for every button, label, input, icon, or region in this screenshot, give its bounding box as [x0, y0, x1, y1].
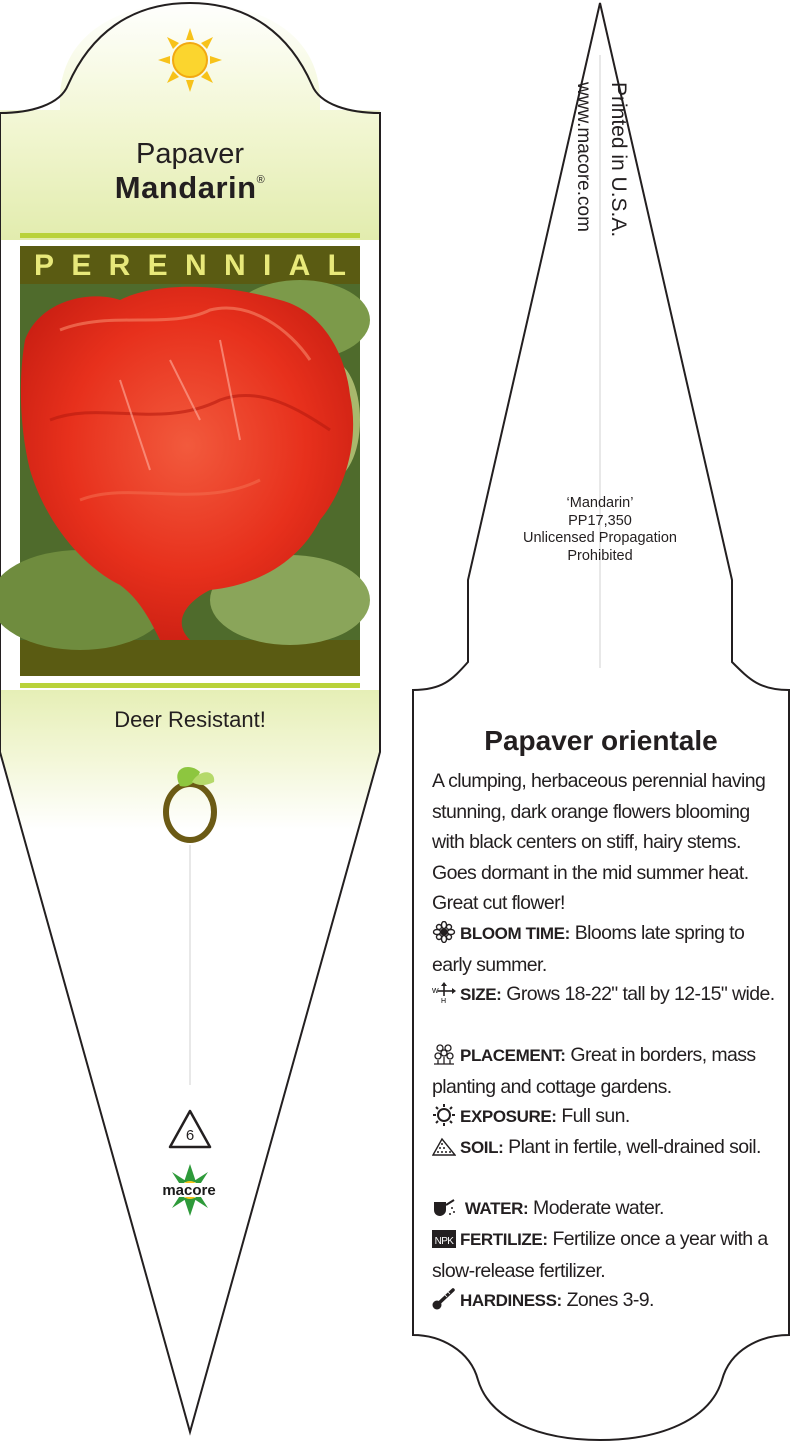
patent-line: Prohibited	[567, 547, 633, 564]
fertilize-icon	[432, 1227, 456, 1249]
patent-line: ‘Mandarin’	[566, 495, 634, 511]
trademark-mark: ®	[256, 174, 266, 186]
size-icon	[432, 982, 456, 1004]
care-size	[432, 979, 777, 1011]
care-placement	[432, 1040, 777, 1102]
care-label: BLOOM TIME:	[460, 924, 570, 943]
poppy-photo	[0, 280, 370, 650]
care-text: Great in borders, mass planting and cottage gardens.	[432, 1044, 756, 1098]
top-lime-line	[20, 233, 360, 238]
placement-icon	[432, 1043, 456, 1065]
perennial-letter: L	[327, 249, 346, 282]
care-label: PLACEMENT:	[460, 1046, 566, 1065]
care-text: Full sun.	[561, 1105, 630, 1127]
care-water	[432, 1193, 777, 1225]
care-text: Blooms late spring to early summer.	[432, 922, 745, 976]
scientific-name: Papaver orientale	[484, 725, 718, 756]
care-fertilize	[432, 1224, 777, 1286]
bloom-time-icon	[432, 921, 456, 943]
care-text: Grows 18-22" tall by 12-15" wide.	[506, 983, 775, 1005]
printed-in-text: Printed in U.S.A.	[607, 82, 630, 238]
sun-icon	[158, 28, 222, 92]
care-label: EXPOSURE:	[460, 1107, 557, 1126]
care-text: Fertilize once a year with a slow-release fertilizer.	[432, 1228, 768, 1282]
care-label: SIZE:	[460, 985, 502, 1004]
perennial-letter: N	[223, 249, 246, 282]
perennial-letter: E	[147, 249, 168, 282]
care-label: SOIL:	[460, 1138, 504, 1157]
plant-description: A clumping, herbaceous perennial having stunning, dark orange flowers blooming with black centers on stiff, hairy stems. Goes dormant in the mid summer heat. Great cut flower!	[432, 770, 766, 914]
cultivar-title	[20, 170, 360, 206]
size-icon-w: W	[432, 988, 439, 995]
care-text: Moderate water.	[533, 1197, 664, 1219]
recycle-number: 6	[185, 1127, 195, 1144]
care-label: FERTILIZE:	[460, 1230, 548, 1249]
cultivar-name: Mandarin	[114, 170, 257, 205]
perennial-letter: N	[184, 249, 207, 282]
perennial-letter: P	[34, 249, 55, 282]
hardiness-icon	[432, 1288, 456, 1310]
perennial-label	[20, 248, 360, 284]
perennial-letter: R	[108, 249, 131, 282]
perennial-letter: I	[262, 249, 272, 282]
npk-label: NPK	[434, 1236, 454, 1247]
brand-wordmark: macore	[162, 1182, 216, 1199]
care-bloom-time	[432, 918, 777, 980]
tagline: Deer Resistant!	[114, 707, 266, 732]
care-exposure	[432, 1101, 777, 1133]
patent-notice	[480, 495, 720, 565]
care-text: Plant in fertile, well-drained soil.	[508, 1136, 761, 1158]
care-label: WATER:	[464, 1199, 529, 1218]
care-soil	[432, 1132, 777, 1164]
soil-icon	[432, 1135, 456, 1157]
care-label: HARDINESS:	[460, 1291, 562, 1310]
perennial-letter: A	[288, 249, 311, 282]
patent-line: PP17,350	[568, 512, 632, 529]
perennial-letter: E	[71, 249, 92, 282]
care-text: Zones 3-9.	[566, 1289, 654, 1311]
size-icon-h: H	[441, 998, 446, 1004]
care-hardiness	[432, 1285, 777, 1317]
water-icon	[432, 1196, 456, 1218]
exposure-icon	[432, 1104, 456, 1126]
genus-title: Papaver	[135, 138, 244, 170]
patent-line: Unlicensed Propagation	[523, 530, 677, 546]
bottom-lime-line	[20, 683, 360, 688]
website-text: www.macore.com	[573, 82, 594, 232]
